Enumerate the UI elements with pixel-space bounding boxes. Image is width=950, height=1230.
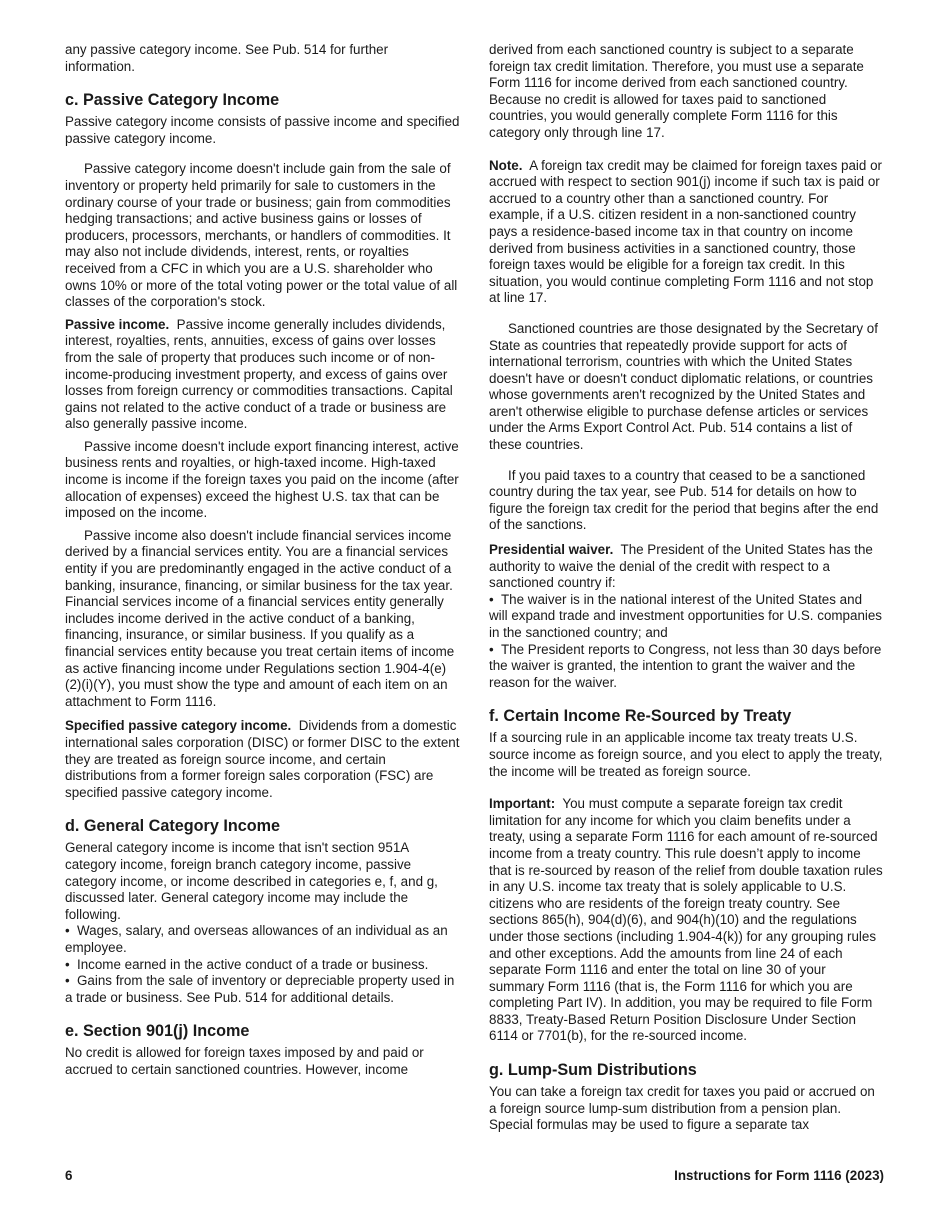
financial-services-paragraph: Passive income also doesn't include financial services income derived by a financial services entity. You are a financial services entity if you are predominantly engaged in the active conduct of a banking, insurance, financing, or similar business for the tax year. Financial services income of a financial services entity generally includes income derived in the active conduct of a banking, financing, insurance, or similar business. If you qualify as a financial services entity because you treat certain items of income as active financing income under Regulations section 1.904-4(e)(2)(i)(Y), you must show the type and amount of each item on an attachment to Form 1116. bbox=[65, 527, 455, 709]
presidential-waiver-paragraph bbox=[489, 542, 884, 592]
specified-passive-text: Dividends from a domestic international sales corporation (DISC) or former DISC to the extent they are treated as foreign source income, and certain distributions from a former foreign sales corporation (FSC) are specified passive category income. bbox=[65, 718, 460, 800]
passive-category-definition: Passive category income consists of passive income and specified passive category income. bbox=[65, 114, 460, 146]
passive-income-text: Passive income generally includes dividends, interest, royalties, rents, annuities, excess of gains over losses from the sale of property that produces such income or of non-income-producing investment property, and excess of gains over losses from foreign currency or commodities transactions. Capital gains not related to the active conduct of a trade or business are also generally passive income. bbox=[65, 316, 453, 432]
heading-lump-sum-distributions: g. Lump-Sum Distributions bbox=[489, 1061, 697, 1080]
important-paragraph bbox=[489, 796, 884, 1045]
section-901j-continued: derived from each sanctioned country is subject to a separate foreign tax credit limitation. Therefore, you must use a separate Form 1116 for income derived from each sanctioned country. Because no credit is allowed for taxes paid to sanctioned countries, you would generally complete Form 1116 for this category only through line 17. bbox=[489, 42, 864, 140]
list-item: • Income earned in the active conduct of a trade or business. bbox=[65, 956, 429, 972]
important-lead: Important: bbox=[489, 796, 556, 812]
important-text: You must compute a separate foreign tax credit limitation for any income for which you claim benefits under a treaty, using a separate Form 1116 for each amount of re-sourced income from a treaty country. This rule doesn’t apply to income that is re-sourced by reason of the relief from double taxation rules in any U.S. income tax treaty that is solely applicable to U.S. citizens who are residents of the foreign treaty country. See sections 865(h), 904(d)(6), and 904(h)(10) and the regulations under those sections (including 1.904-4(k)) for any grouping rules and other exceptions. Add the amounts from line 24 of each separate Form 1116 and enter the total on line 30 of your summary Form 1116 (that is, the Form 1116 for which you are completing Part IV). In addition, you may be required to file Form 8833, Treaty-Based Return Position Disclosure Under Section 6114 or 7701(b), for the re-sourced income. bbox=[489, 796, 883, 1044]
list-item: • The waiver is in the national interest of the United States and will expand trade and investment opportunities for U.S. companies in the sanctioned country; and bbox=[489, 591, 883, 640]
heading-section-901j-income: e. Section 901(j) Income bbox=[65, 1022, 250, 1041]
note-lead: Note. bbox=[489, 157, 523, 173]
treaty-paragraph: If a sourcing rule in an applicable income tax treaty treats U.S. source income as foreign source, and you elect to apply the treaty, the income will be treated as foreign source. bbox=[489, 730, 883, 779]
presidential-waiver-lead: Presidential waiver. bbox=[489, 542, 614, 558]
footer-form-title: Instructions for Form 1116 (2023) bbox=[674, 1168, 884, 1183]
list-item: • Wages, salary, and overseas allowances of an individual as an employee. bbox=[65, 923, 448, 955]
bullet-icon: • bbox=[489, 641, 494, 657]
page-number: 6 bbox=[65, 1168, 73, 1183]
general-category-list bbox=[65, 923, 460, 1006]
note-paragraph bbox=[489, 158, 884, 307]
bullet-icon: • bbox=[65, 956, 70, 972]
left-column bbox=[65, 42, 460, 1078]
bullet-icon: • bbox=[489, 591, 494, 607]
heading-re-sourced-by-treaty: f. Certain Income Re-Sourced by Treaty bbox=[489, 707, 792, 726]
bullet-icon: • bbox=[65, 973, 70, 989]
waiver-conditions-list bbox=[489, 592, 884, 692]
specified-passive-paragraph bbox=[65, 718, 460, 801]
ceased-sanction-paragraph: If you paid taxes to a country that ceased to be a sanctioned country during the tax year, see Pub. 514 for details on how to figure the foreign tax credit for the period that begins after the end of the sanctions. bbox=[489, 467, 879, 533]
list-item: • Gains from the sale of inventory or depreciable property used in a trade or business. See Pub. 514 for additional details. bbox=[65, 973, 455, 1005]
passive-income-lead: Passive income. bbox=[65, 316, 170, 332]
list-item: • The President reports to Congress, not less than 30 days before the waiver is granted, the intention to grant the waiver and the reason for the waiver. bbox=[489, 641, 882, 690]
passive-category-exclusions: Passive category income doesn't include gain from the sale of inventory or property held primarily for sale to customers in the ordinary course of your trade or business; gain from commodities hedging transactions; and active business gains or losses of producers, processors, merchants, or handlers of commodities. It may also not include dividends, interest, rents, or royalties received from a CFC in which you are a U.S. shareholder who owns 10% or more of the total voting power or the total value of all classes of the corporation's stock. bbox=[65, 161, 458, 310]
bullet-icon: • bbox=[65, 923, 70, 939]
passive-income-exclusions: Passive income doesn't include export financing interest, active business rents and royalties, or high-taxed income. High-taxed income is income if the foreign taxes you paid on the income (after allocation of expenses) exceed the highest U.S. tax that can be imposed on the income. bbox=[65, 438, 459, 521]
heading-passive-category-income: c. Passive Category Income bbox=[65, 91, 280, 110]
lump-sum-paragraph: You can take a foreign tax credit for taxes you paid or accrued on a foreign source lump-sum distribution from a pension plan. Special formulas may be used to figure a separate tax bbox=[489, 1084, 875, 1133]
right-column bbox=[489, 42, 884, 1134]
section-901j-paragraph: No credit is allowed for foreign taxes imposed by and paid or accrued to certain sanctioned countries. However, income bbox=[65, 1045, 424, 1077]
presidential-waiver-text: The President of the United States has the authority to waive the denial of the credit with respect to a sanctioned country if: bbox=[489, 542, 873, 591]
specified-passive-lead: Specified passive category income. bbox=[65, 718, 292, 734]
passive-income-paragraph bbox=[65, 317, 460, 433]
heading-general-category-income: d. General Category Income bbox=[65, 817, 280, 836]
sanctioned-countries-paragraph: Sanctioned countries are those designated by the Secretary of State as countries that repeatedly provide support for acts of international terrorism, countries with which the United States doesn't have or doesn't conduct diplomatic relations, or countries whose governments aren't recognized by the United States and aren't otherwise eligible to purchase defense articles or services under the Arms Export Control Act. Pub. 514 contains a list of these countries. bbox=[489, 320, 878, 453]
note-text: A foreign tax credit may be claimed for foreign taxes paid or accrued with respect to section 901(j) income if such tax is paid or accrued to a country other than a sanctioned country. For example, if a U.S. citizen resident in a non-sanctioned country pays a residence-based income tax in that country on income derived from business activities in a sanctioned country, those foreign taxes would be eligible for a foreign tax credit. In this situation, you would continue completing Form 1116 and not stop at line 17. bbox=[489, 157, 882, 306]
intro-paragraph: any passive category income. See Pub. 514 for further information. bbox=[65, 42, 389, 74]
general-category-definition: General category income is income that isn't section 951A category income, foreign branch category income, passive category income, or income described in categories e, f, and g, discussed later. General category income may include the following. bbox=[65, 840, 438, 922]
